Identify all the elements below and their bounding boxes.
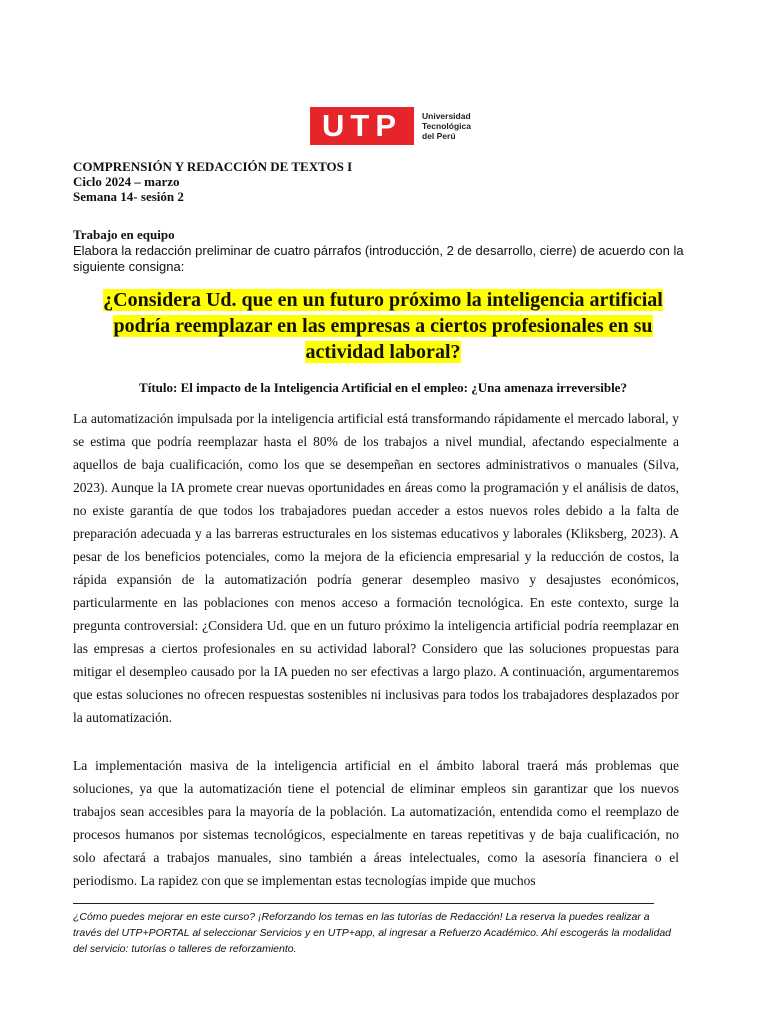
task-instructions: Elabora la redacción preliminar de cuatro párrafos (introducción, 2 de desarrollo, cierre) de acuerdo con la siguiente consigna: [73, 243, 684, 274]
week-label: Semana 14- sesión 2 [73, 189, 184, 204]
utp-logo-text [422, 111, 471, 141]
prompt-question [73, 287, 693, 365]
utp-logo [310, 107, 471, 145]
footer-divider [73, 903, 654, 904]
prompt-question-text: ¿Considera Ud. que en un futuro próximo la inteligencia artificial podría reemplazar en las empresas a ciertos profesionales en su actividad laboral? [103, 289, 663, 363]
utp-logo-mark: UTP [310, 107, 414, 145]
task-title: Trabajo en equipo [73, 227, 175, 242]
logo-text-line-2: Tecnológica [422, 121, 471, 131]
task-section [73, 227, 693, 275]
cycle-label: Ciclo 2024 – marzo [73, 174, 180, 189]
paragraph-development: La implementación masiva de la inteligencia artificial en el ámbito laboral traerá más problemas que soluciones, ya que la automatización tiene el potencial de eliminar empleos sin garantizar que los nuevos trabajos sean accesibles para la mayoría de la población. La automatización, entendida como el reemplazo de procesos humanos por sistemas tecnológicos, especialmente en tareas repetitivas y de baja cualificación, no solo afectará a trabajos manuales, sino también a áreas intelectuales, como la asesoría financiera o el periodismo. La rapidez con que se implementan estas tecnologías impide que muchos [73, 758, 679, 888]
footer-note: ¿Cómo puedes mejorar en este curso? ¡Reforzando los temas en las tutorías de Redacción! La reserva la puedes realizar a través del UTP+PORTAL al seleccionar Servicios y en UTP+app, al ingresar a Refuerzo Académico. Ahí escogerás la modalidad del servicio: tutorías o talleres de reforzamiento. [73, 911, 672, 955]
logo-text-line-1: Universidad [422, 111, 471, 121]
paragraph-introduction: La automatización impulsada por la inteligencia artificial está transformando rápidamente el mercado laboral, y se estima que podría reemplazar hasta el 80% de los trabajos a nivel mundial, afectando especialmente a aquellos de baja cualificación, como los que se desempeñan en sectores administrativos o manuales (Silva, 2023). Aunque la IA promete crear nuevas oportunidades en áreas como la programación y el análisis de datos, no existe garantía de que todos los trabajadores puedan acceder a estos nuevos roles debido a la falta de preparación adecuada y a las barreras estructurales en los sistemas educativos y laborales (Kliksberg, 2023). A pesar de los beneficios potenciales, como la mejora de la eficiencia empresarial y la reducción de costos, la rápida expansión de la automatización podría generar desempleo masivo y desajustes económicos, particularmente en las poblaciones con menos acceso a formación tecnológica. En este contexto, surge la pregunta controversial: ¿Considera Ud. que en un futuro próximo la inteligencia artificial podría reemplazar en las empresas a ciertos profesionales en su actividad laboral? Considero que las soluciones propuestas para mitigar el desempleo causado por la IA pueden no ser efectivas a largo plazo. A continuación, argumentaremos que estas soluciones no ofrecen respuestas sostenibles ni inclusivas para todos los trabajadores desplazados por la automatización. [73, 411, 679, 725]
course-title: COMPRENSIÓN Y REDACCIÓN DE TEXTOS I [73, 159, 353, 174]
document-header [73, 159, 693, 204]
logo-text-line-3: del Perú [422, 131, 456, 141]
essay-title: Título: El impacto de la Inteligencia Artificial en el empleo: ¿Una amenaza irreversible? [139, 380, 627, 395]
